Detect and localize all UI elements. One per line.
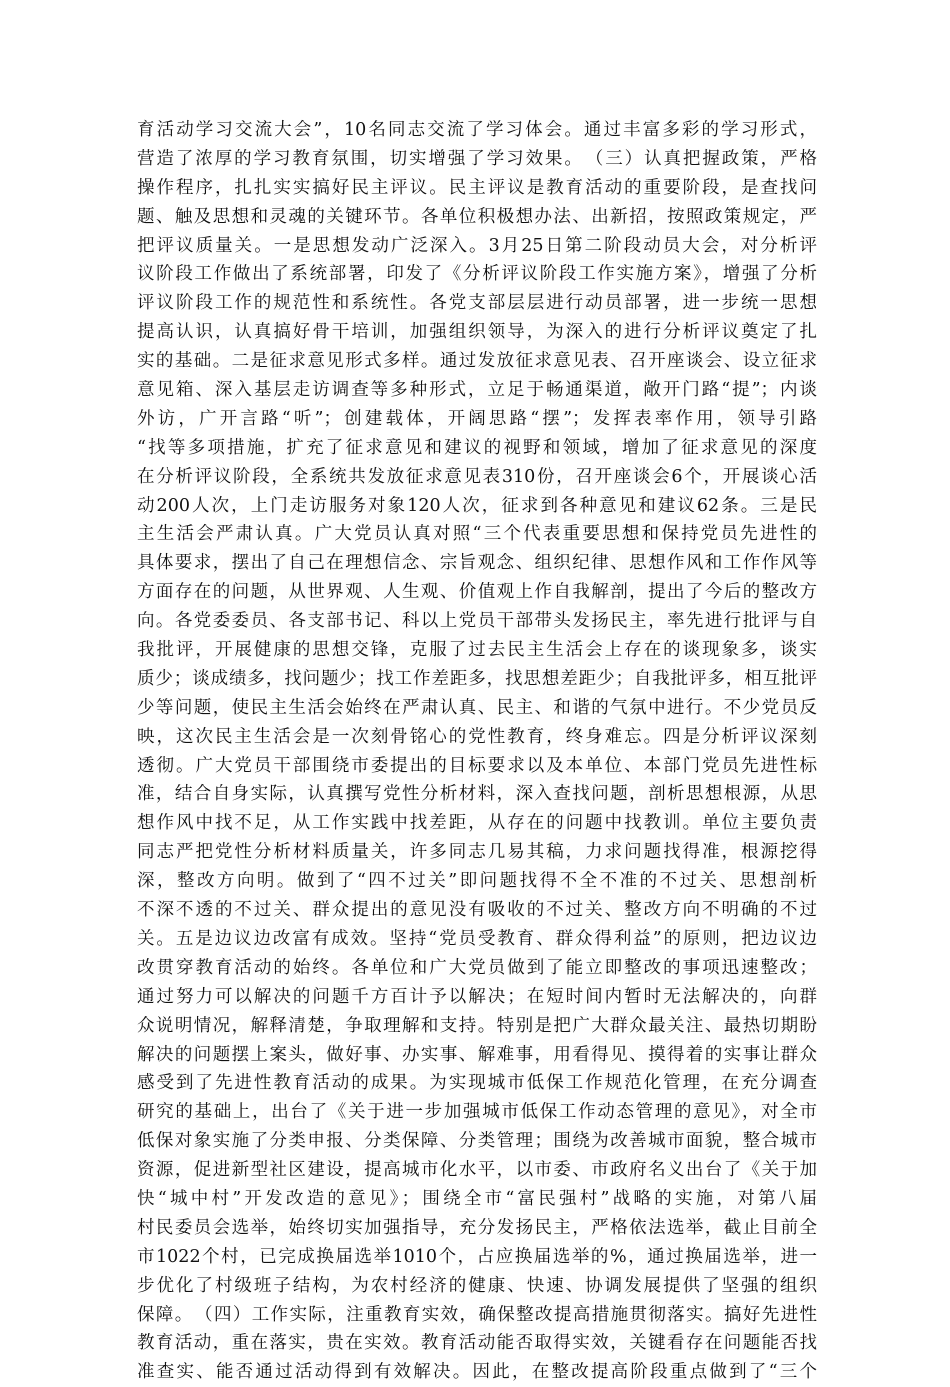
text-line: 市1022个村，已完成换届选举1010个，占应换届选举的%，通过换届选举，进一: [137, 1246, 817, 1267]
text-line: 想作风中找不足，从工作实践中找差距，从存在的问题中找教训。单位主要负责: [137, 813, 817, 834]
text-line: 向。各党委委员、各支部书记、科以上党员干部带头发扬民主，率先进行批评与自: [137, 611, 817, 632]
text-line: “找等多项措施，扩充了征求意见和建议的视野和领域，增加了征求意见的深度: [137, 437, 817, 458]
text-line: 议阶段工作做出了系统部署，印发了《分析评议阶段工作实施方案》，增强了分析: [137, 264, 817, 285]
text-line: 研究的基础上，出台了《关于进一步加强城市低保工作动态管理的意见》，对全市: [137, 1102, 817, 1123]
text-line: 少等问题，使民主生活会始终在严肃认真、民主、和谐的气氛中进行。不少党员反: [137, 697, 817, 718]
text-line: 低保对象实施了分类申报、分类保障、分类管理；围绕为改善城市面貌，整合城市: [137, 1131, 817, 1152]
text-line: 方面存在的问题，从世界观、人生观、价值观上作自我解剖，提出了今后的整改方: [137, 582, 817, 603]
text-line: 在分析评议阶段，全系统共发放征求意见表310份，召开座谈会6个，开展谈心活: [137, 466, 817, 487]
text-line: 操作程序，扎扎实实搞好民主评议。民主评议是教育活动的重要阶段，是查找问: [137, 177, 817, 198]
text-line: 实的基础。二是征求意见形式多样。通过发放征求意见表、召开座谈会、设立征求: [137, 351, 817, 372]
text-line: 保障。 （四）工作实际，注重教育实效，确保整改提高措施贯彻落实。搞好先进性: [137, 1304, 817, 1325]
text-line: 提高认识，认真搞好骨干培训，加强组织领导，为深入的进行分析评议奠定了扎: [137, 322, 817, 343]
text-line: 感受到了先进性教育活动的成果。为实现城市低保工作规范化管理，在充分调查: [137, 1073, 817, 1094]
text-line: 动200人次，上门走访服务对象120人次，征求到各种意见和建议62条。三是民: [137, 495, 817, 516]
text-line: 育活动学习交流大会”，10名同志交流了学习体会。通过丰富多彩的学习形式，: [137, 120, 817, 140]
text-line: 村民委员会选举，始终切实加强指导，充分发扬民主，严格依法选举，截止目前全: [137, 1217, 817, 1238]
text-line: 意见箱、深入基层走访调查等多种形式，立足于畅通渠道，敞开门路“提”；内谈: [137, 380, 817, 401]
text-line: 题、触及思想和灵魂的关键环节。各单位积极想办法、出新招，按照政策规定，严: [137, 206, 817, 227]
text-line: 质少；谈成绩多，找问题少；找工作差距多，找思想差距少；自我批评多，相互批评: [137, 668, 817, 689]
text-line: 外访，广开言路“听”；创建载体，开阔思路“摆”；发挥表率作用，领导引路: [137, 408, 817, 429]
text-line: 关。五是边议边改富有成效。坚持“党员受教育、群众得利益”的原则，把边议边: [137, 928, 817, 949]
text-line: 把评议质量关。一是思想发动广泛深入。3月25日第二阶段动员大会，对分析评: [137, 235, 817, 256]
text-line: 改贯穿教育活动的始终。各单位和广大党员做到了能立即整改的事项迅速整改；: [137, 957, 817, 978]
text-line: 步优化了村级班子结构，为农村经济的健康、快速、协调发展提供了坚强的组织: [137, 1275, 817, 1296]
text-line: 具体要求，摆出了自己在理想信念、宗旨观念、组织纪律、思想作风和工作作风等: [137, 553, 817, 574]
text-line: 营造了浓厚的学习教育氛围，切实增强了学习效果。 （三）认真把握政策，严格: [137, 148, 817, 169]
text-line: 评议阶段工作的规范性和系统性。各党支部层层进行动员部署，进一步统一思想: [137, 293, 817, 314]
text-line: 映，这次民主生活会是一次刻骨铭心的党性教育，终身难忘。四是分析评议深刻: [137, 726, 817, 747]
text-line: 资源，促进新型社区建设，提高城市化水平，以市委、市政府名义出台了《关于加: [137, 1160, 817, 1181]
text-line: 快“城中村”开发改造的意见》；围绕全市“富民强村”战略的实施，对第八届: [137, 1188, 817, 1209]
text-line: 深，整改方向明。做到了“四不过关”即问题找得不全不准的不过关、思想剖析: [137, 871, 817, 892]
body-text: [137, 116, 817, 1387]
text-line: 解决的问题摆上案头，做好事、办实事、解难事，用看得见、摸得着的实事让群众: [137, 1044, 817, 1065]
text-line: 透彻。广大党员干部围绕市委提出的目标要求以及本单位、本部门党员先进性标: [137, 755, 817, 776]
text-line: 我批评，开展健康的思想交锋，克服了过去民主生活会上存在的谈现象多，谈实: [137, 640, 817, 661]
text-line: 准，结合自身实际，认真撰写党性分析材料，深入查找问题，剖析思想根源，从思: [137, 784, 817, 805]
text-line: 众说明情况，解释清楚，争取理解和支持。特别是把广大群众最关注、最热切期盼: [137, 1015, 817, 1036]
text-line: 教育活动，重在落实，贵在实效。教育活动能否取得实效，关键看存在问题能否找: [137, 1333, 817, 1354]
text-line: 通过努力可以解决的问题千方百计予以解决；在短时间内暂时无法解决的，向群: [137, 986, 817, 1007]
text-line: 准查实、能否通过活动得到有效解决。因此，在整改提高阶段重点做到了“三个: [137, 1362, 817, 1383]
text-line: 主生活会严肃认真。广大党员认真对照“三个代表重要思想和保持党员先进性的: [137, 524, 817, 545]
text-line: 不深不透的不过关、群众提出的意见没有吸收的不过关、整改方向不明确的不过: [137, 900, 817, 921]
text-line: 同志严把党性分析材料质量关，许多同志几易其稿，力求问题找得准，根源挖得: [137, 842, 817, 863]
